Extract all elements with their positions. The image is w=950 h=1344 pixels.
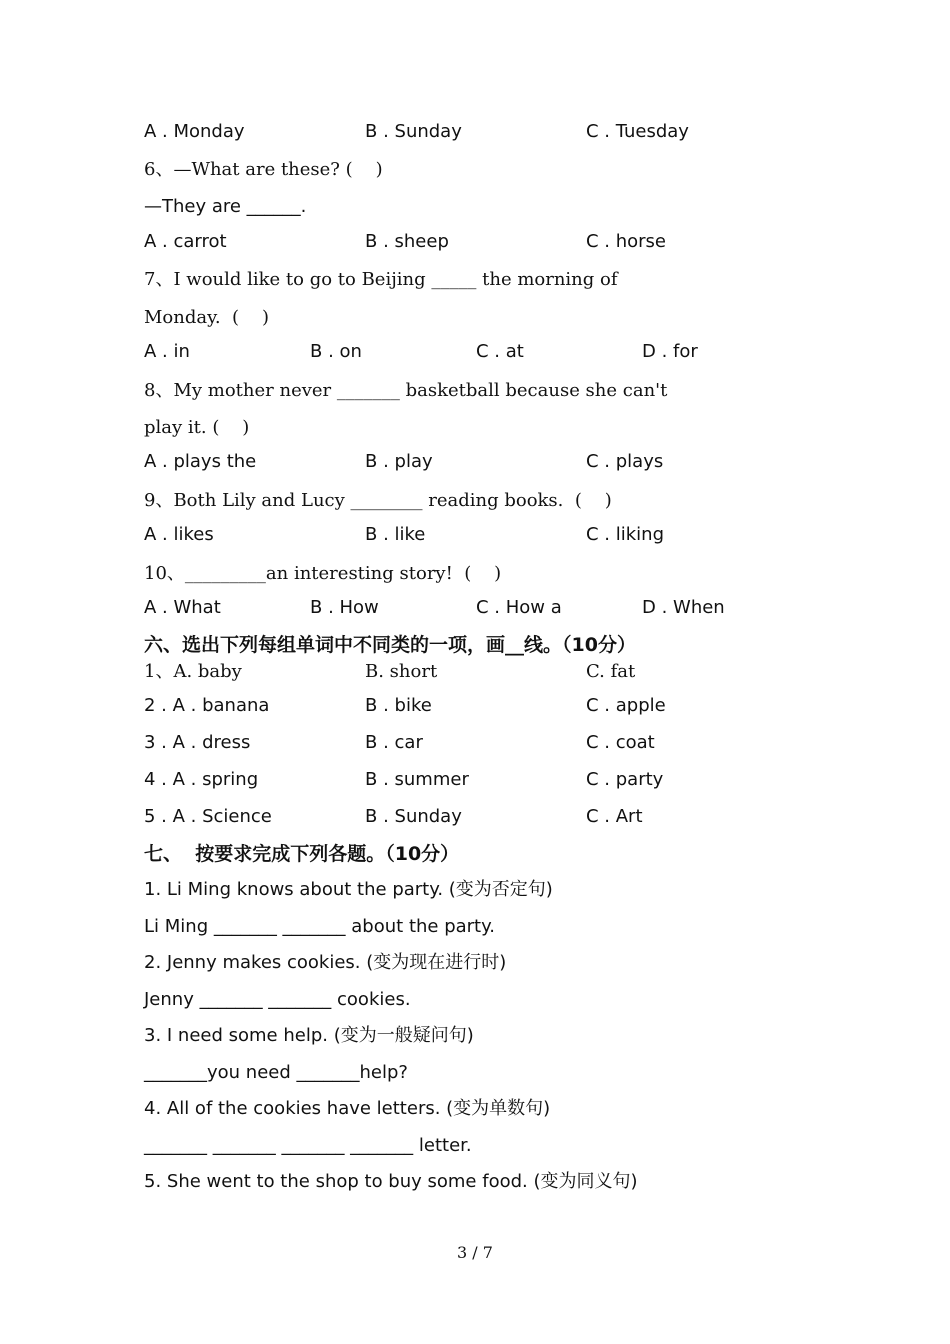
s6-row5-b: B . Sunday (365, 806, 462, 827)
s7-line4: Jenny _______ _______ cookies. (144, 989, 411, 1010)
s6-row4-b: B . summer (365, 769, 469, 790)
q5-option-b: B . Sunday (365, 121, 462, 142)
s6-row1-b: B. short (365, 661, 438, 682)
q6-option-c: C . horse (586, 231, 667, 252)
q6-question: 6、—What are these? ( ) (144, 159, 383, 180)
s7-line8: _______ _______ _______ _______ letter. (144, 1135, 472, 1156)
s6-row2-a: 2 . A . banana (144, 695, 270, 716)
s6-row3-c: C . coat (586, 732, 655, 753)
s7-line7: 4. All of the cookies have letters. (变为单数句) (144, 1098, 551, 1119)
q6-option-b: B . sheep (365, 231, 449, 252)
s6-row1-a: 1、A. baby (144, 661, 242, 682)
q10-option-c: C . How a (476, 597, 562, 618)
q5-option-a: A . Monday (144, 121, 245, 142)
q9-option-b: B . like (365, 524, 426, 545)
section7-title: 七、 按要求完成下列各题。（10分） (144, 843, 460, 865)
s6-row5-c: C . Art (586, 806, 643, 827)
s6-row4-c: C . party (586, 769, 664, 790)
s7-line1: 1. Li Ming knows about the party. (变为否定句) (144, 879, 553, 900)
q7-question-line2: Monday. ( ) (144, 307, 269, 328)
q9-option-c: C . liking (586, 524, 664, 545)
s6-row2-b: B . bike (365, 695, 432, 716)
q7-option-b: B . on (310, 341, 362, 362)
q8-option-c: C . plays (586, 451, 664, 472)
q10-option-d: D . When (642, 597, 725, 618)
s6-row1-c: C. fat (586, 661, 636, 682)
q7-question-line1: 7、I would like to go to Beijing _____ the morning of (144, 269, 618, 290)
q9-question: 9、Both Lily and Lucy ________ reading books. ( ) (144, 490, 612, 511)
q5-option-c: C . Tuesday (586, 121, 689, 142)
s6-row3-a: 3 . A . dress (144, 732, 251, 753)
page-number: 3 / 7 (457, 1243, 493, 1262)
s7-line6: _______you need _______help? (144, 1062, 408, 1083)
s7-line2: Li Ming _______ _______ about the party. (144, 916, 495, 937)
q7-option-a: A . in (144, 341, 190, 362)
q8-option-a: A . plays the (144, 451, 257, 472)
q8-option-b: B . play (365, 451, 433, 472)
q6-option-a: A . carrot (144, 231, 227, 252)
s6-row4-a: 4 . A . spring (144, 769, 259, 790)
s6-row2-c: C . apple (586, 695, 666, 716)
q7-option-c: C . at (476, 341, 524, 362)
s7-line5: 3. I need some help. (变为一般疑问句) (144, 1025, 474, 1046)
q8-question-line1: 8、My mother never _______ basketball because she can't (144, 380, 668, 401)
q10-question: 10、_________an interesting story! ( ) (144, 563, 502, 584)
s6-row5-a: 5 . A . Science (144, 806, 272, 827)
s6-row3-b: B . car (365, 732, 423, 753)
q10-option-a: A . What (144, 597, 221, 618)
q9-option-a: A . likes (144, 524, 214, 545)
q8-question-line2: play it. ( ) (144, 417, 250, 438)
q7-option-d: D . for (642, 341, 698, 362)
q6-answer-line: —They are ______. (144, 196, 307, 217)
q10-option-b: B . How (310, 597, 379, 618)
section6-title: 六、选出下列每组单词中不同类的一项，画__线。（10分） (144, 634, 636, 656)
s7-line9: 5. She went to the shop to buy some food. (变为同义句) (144, 1171, 638, 1192)
s7-line3: 2. Jenny makes cookies. (变为现在进行时) (144, 952, 507, 973)
